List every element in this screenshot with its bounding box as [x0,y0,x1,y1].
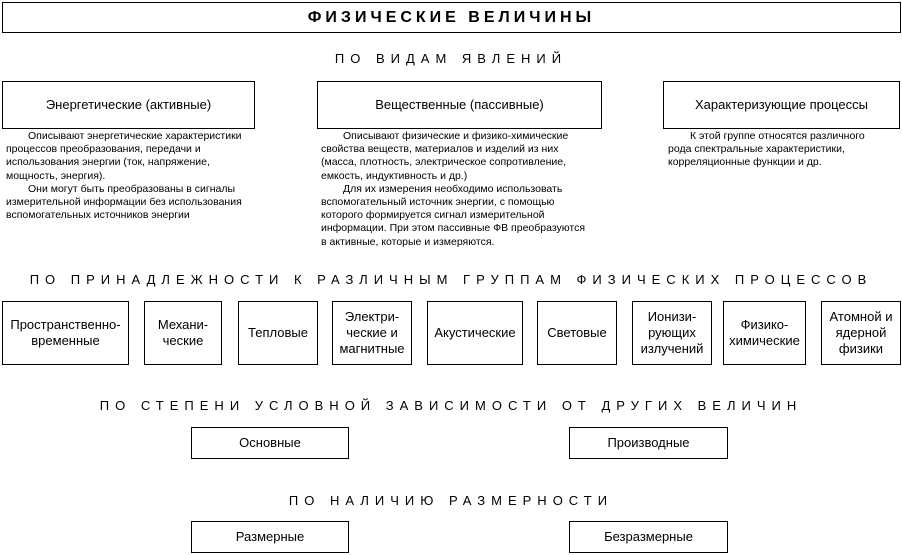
box-electromagnetic: Электри-ческие и магнитные [332,301,412,365]
description-paragraph: Они могут быть преобразованы в сигналы измерительной информации без использования вспомогательных источников энергии [6,182,242,222]
section-heading-dependence: ПО СТЕПЕНИ УСЛОВНОЙ ЗАВИСИМОСТИ ОТ ДРУГИХ ВЕЛИЧИН [99,398,803,413]
description-paragraph: Описывают энергетические характеристики процессов преобразования, передачи и использования энергии (ток, напряжение, мощность, энергия). [6,130,242,182]
description-energetic [6,130,256,222]
section-heading-dimension: ПО НАЛИЧИЮ РАЗМЕРНОСТИ [288,493,614,508]
box-process-characterizing: Характеризующие процессы [663,81,900,129]
diagram-title: ФИЗИЧЕСКИЕ ВЕЛИЧИНЫ [2,2,901,33]
box-dimensional: Размерные [191,521,349,553]
box-acoustic: Акустические [427,301,523,365]
box-dimensionless: Безразмерные [569,521,728,553]
box-space-time: Пространственно-временные [2,301,129,365]
section-heading-process-groups: ПО ПРИНАДЛЕЖНОСТИ К РАЗЛИЧНЫМ ГРУППАМ ФИЗИЧЕСКИХ ПРОЦЕССОВ [29,272,873,287]
box-derived: Производные [569,427,728,459]
box-material: Вещественные (пассивные) [317,81,602,129]
box-thermal: Тепловые [238,301,318,365]
box-base: Основные [191,427,349,459]
description-material [321,130,593,249]
box-ionizing-radiation: Ионизи-рующих излучений [632,301,712,365]
description-paragraph: К этой группе относятся различного рода спектральные характеристики, корреляционные функции и др. [668,130,865,169]
description-paragraph: Описывают физические и физико-химические свойства веществ, материалов и изделий из них (масса, плотность, электрическое сопротивление, емкость, индуктивность и др.) [321,130,569,182]
box-light: Световые [537,301,617,365]
box-physicochemical: Физико-химические [723,301,806,365]
description-paragraph: Для их измерения необходимо использовать вспомогательный источник энергии, с помощью которого формируется сигнал измерительной информации. При этом пассивные ФВ преобразуются в активные, которые и измеряются. [321,182,586,248]
section-heading-phenomena: ПО ВИДАМ ЯВЛЕНИЙ [334,51,568,66]
box-mechanical: Механи-ческие [144,301,222,365]
box-atomic-nuclear: Атомной и ядерной физики [821,301,901,365]
description-process-characterizing [668,130,883,170]
box-energetic: Энергетические (активные) [2,81,255,129]
